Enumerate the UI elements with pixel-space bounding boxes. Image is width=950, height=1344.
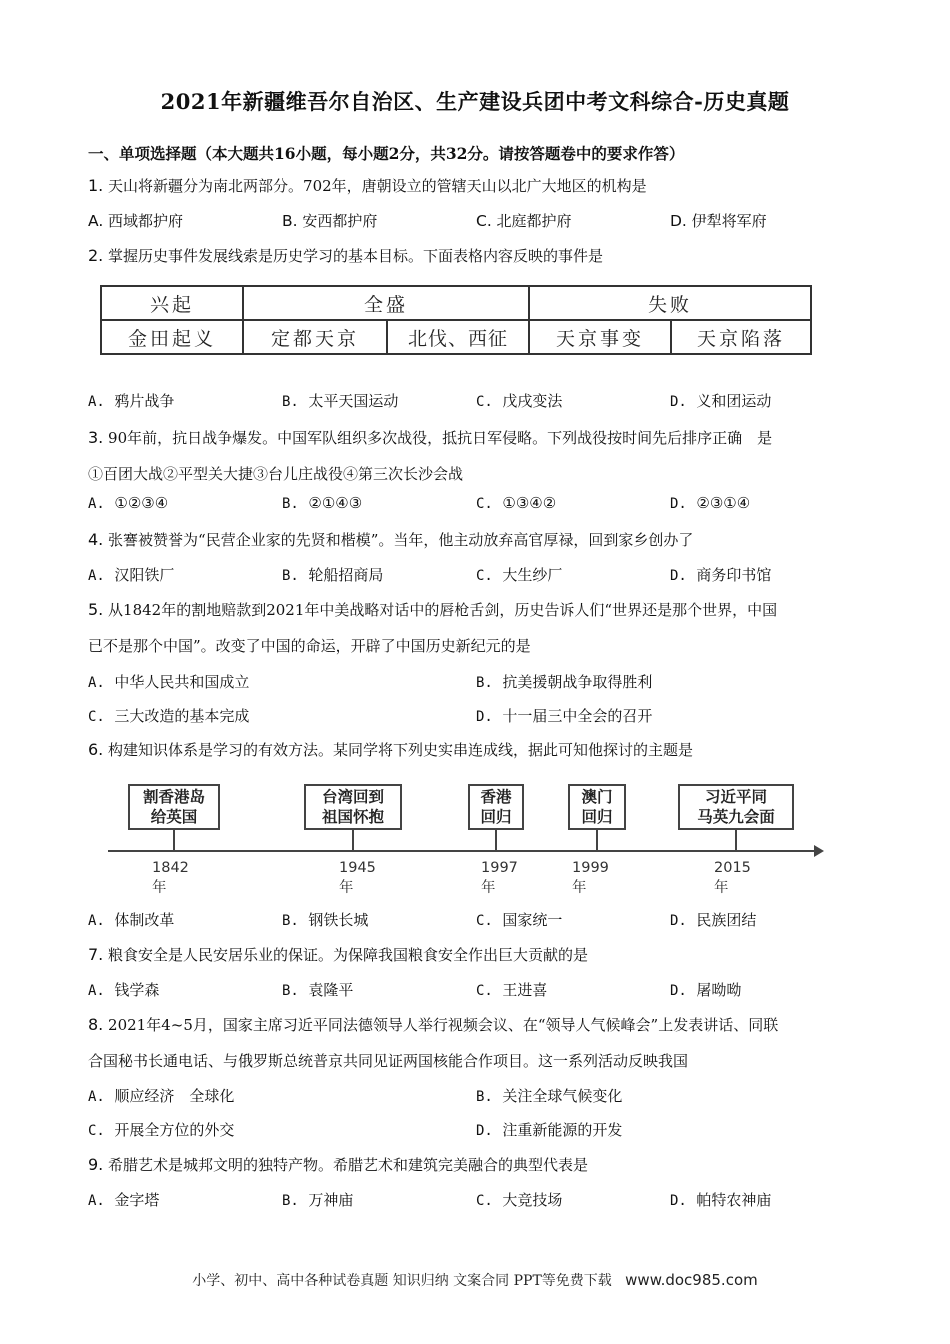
timeline-year: 1997年 [481,860,518,896]
options-8b [88,1119,868,1143]
arrow-right-icon [814,845,824,857]
question-number: 1. [88,176,104,195]
page-title: 2021年新疆维吾尔自治区、生产建设兵团中考文科综合-历史真题 [160,89,790,114]
question-stem: 粮食安全是人民安居乐业的保证。为保障我国粮食安全作出巨大贡献的是 [108,946,589,964]
option-b[interactable]: B. 太平天国运动 [282,392,399,410]
option-c[interactable]: C. 三大改造的基本完成 [88,707,250,725]
option-a[interactable]: A. ①②③④ [88,494,169,512]
options-3 [88,494,868,518]
timeline-event: 台湾回到 祖国怀抱 [304,784,402,830]
question-stem: 从1842年的割地赔款到2021年中美战略对话中的唇枪舌剑，历史告诉人们“世界还是那个世界，中国 [108,601,778,619]
option-d[interactable]: D. ②③①④ [670,494,751,512]
question-number: 5. [88,600,104,619]
timeline-event: 澳门 回归 [568,784,626,830]
table-header: 失败 [647,293,692,316]
option-b[interactable]: B. ②①④③ [282,494,363,512]
option-a[interactable]: A. 西域都护府 [88,212,184,230]
question-stem: 已不是那个中国”。改变了中国的命运，开辟了中国历史新纪元的是 [88,637,531,655]
option-a[interactable]: A. 金字塔 [88,1191,160,1209]
question-number: 7. [88,945,104,964]
option-b[interactable]: B. 万神庙 [282,1191,354,1209]
question-3 [88,420,868,492]
options-9 [88,1189,868,1213]
option-d[interactable]: D. 十一届三中全会的召开 [476,707,653,725]
question-number: 3. [88,428,104,447]
options-5a [88,671,868,695]
option-d[interactable]: D. 帕特农神庙 [670,1191,772,1209]
options-1 [88,210,868,234]
options-8a [88,1085,868,1109]
option-a[interactable]: A. 中华人民共和国成立 [88,673,250,691]
option-a[interactable]: A. 鸦片战争 [88,392,175,410]
question-stem: 2021年4~5月，国家主席习近平同法德领导人举行视频会议、在“领导人气候峰会”上发表讲话、同联 [108,1016,779,1034]
option-b[interactable]: B. 袁隆平 [282,981,354,999]
question-stem: 张謇被赞誉为“民营企业家的先贤和楷模”。当年，他主动放弃高官厚禄，回到家乡创办了 [108,531,694,549]
table-cell: 北伐、西征 [407,327,508,350]
option-d[interactable]: D. 商务印书馆 [670,566,772,584]
option-c[interactable]: C. 戊戌变法 [476,392,563,410]
option-d[interactable]: D. 伊犁将军府 [670,212,767,230]
question-stem: ①百团大战②平型关大捷③台儿庄战役④第三次长沙会战 [88,465,464,483]
table-header: 兴起 [149,293,194,316]
option-c[interactable]: C. 王进喜 [476,981,548,999]
footer-text: 小学、初中、高中各种试卷真题 知识归纳 文案合同 PPT等免费下载 [192,1273,612,1289]
option-d[interactable]: D. 民族团结 [670,911,757,929]
options-5b [88,705,868,729]
question-2 [88,238,868,274]
timeline-event: 割香港岛 给英国 [128,784,220,830]
option-d[interactable]: D. 注重新能源的开发 [476,1121,623,1139]
question-number: 2. [88,246,104,265]
table-header: 全盛 [363,293,408,316]
table-cell: 定都天京 [270,327,359,350]
option-a[interactable]: A. 钱学森 [88,981,160,999]
question-stem: 构建知识体系是学习的有效方法。某同学将下列史实串连成线，据此可知他探讨的主题是 [108,741,694,759]
section-heading: 一、单项选择题（本大题共16小题，每小题2分，共32分。请按答题卷中的要求作答） [88,144,685,163]
question-stem: 天山将新疆分为南北两部分。702年，唐朝设立的管辖天山以北广大地区的机构是 [108,177,647,195]
timeline-year: 2015年 [714,860,751,896]
question-stem: 合国秘书长通电话、与俄罗斯总统普京共同见证两国核能合作项目。这一系列活动反映我国 [88,1052,689,1070]
footer-link[interactable]: www.doc985.com [625,1271,758,1289]
question-stem: 掌握历史事件发展线索是历史学习的基本目标。下面表格内容反映的事件是 [108,247,604,265]
option-a[interactable]: A. 汉阳铁厂 [88,566,175,584]
question-stem: 90年前，抗日战争爆发。中国军队组织多次战役，抵抗日军侵略。下列战役按时间先后排序正确 是 [108,429,773,447]
option-c[interactable]: C. 大竞技场 [476,1191,563,1209]
page-footer [0,1270,950,1290]
option-c[interactable]: C. 开展全方位的外交 [88,1121,235,1139]
timeline-year: 1945年 [339,860,376,896]
options-4 [88,564,868,588]
question-8 [88,1007,868,1079]
question-5 [88,592,868,664]
timeline-year: 1999年 [572,860,609,896]
question-6 [88,732,868,768]
question-4 [88,522,868,558]
timeline-event: 习近平同 马英九会面 [678,784,794,830]
question-number: 4. [88,530,104,549]
option-a[interactable]: A. 顺应经济 全球化 [88,1087,235,1105]
option-c[interactable]: C. 北庭都护府 [476,212,572,230]
question-stem: 希腊艺术是城邦文明的独特产物。希腊艺术和建筑完美融合的典型代表是 [108,1156,589,1174]
table-cell: 天京事变 [555,327,644,350]
options-7 [88,979,868,1003]
options-6 [88,909,868,933]
table-cell: 天京陷落 [696,327,785,350]
option-c[interactable]: C. 大生纱厂 [476,566,563,584]
option-b[interactable]: B. 钢铁长城 [282,911,369,929]
table-cell: 金田起义 [127,327,216,350]
option-b[interactable]: B. 轮船招商局 [282,566,384,584]
option-a[interactable]: A. 体制改革 [88,911,175,929]
question-number: 9. [88,1155,104,1174]
question-7 [88,937,868,973]
question-number: 8. [88,1015,104,1034]
taiping-table [100,285,812,355]
options-2 [88,390,868,414]
option-b[interactable]: B. 抗美援朝战争取得胜利 [476,673,653,691]
timeline-axis [108,850,816,852]
timeline-event: 香港 回归 [468,784,524,830]
option-c[interactable]: C. ①③④② [476,494,557,512]
timeline-year: 1842年 [152,860,189,896]
option-d[interactable]: D. 义和团运动 [670,392,772,410]
question-9 [88,1147,868,1183]
option-b[interactable]: B. 关注全球气候变化 [476,1087,623,1105]
option-d[interactable]: D. 屠呦呦 [670,981,742,999]
question-number: 6. [88,740,104,759]
option-c[interactable]: C. 国家统一 [476,911,563,929]
question-1 [88,168,868,204]
option-b[interactable]: B. 安西都护府 [282,212,378,230]
